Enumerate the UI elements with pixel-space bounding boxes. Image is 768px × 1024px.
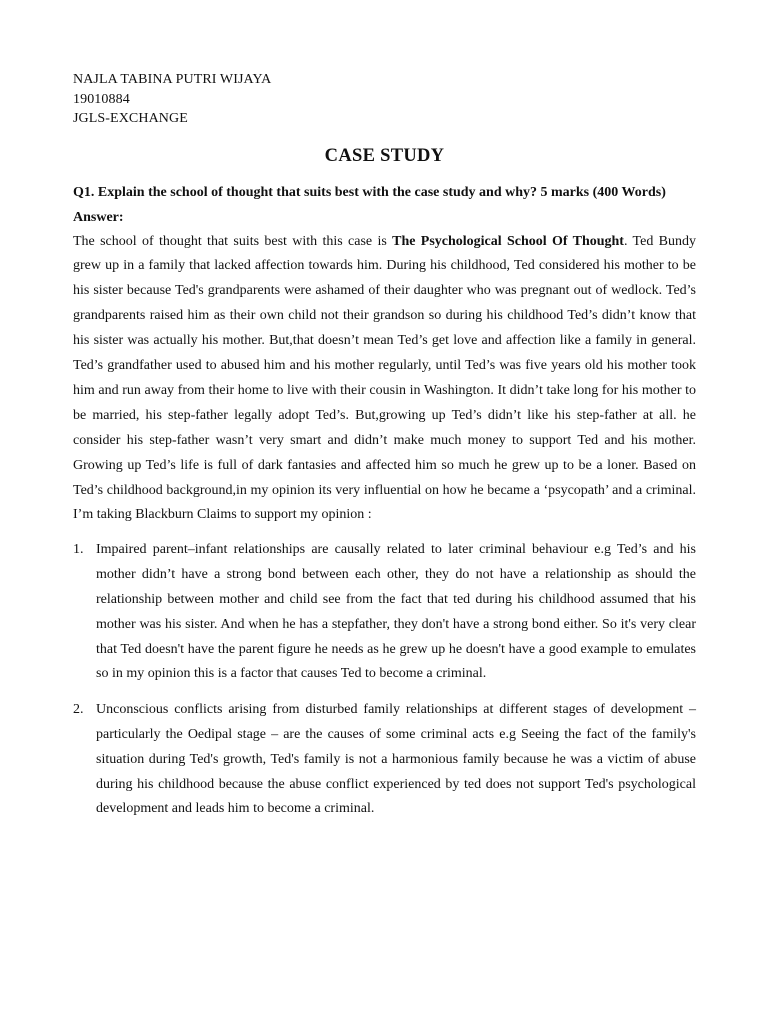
question-text: Q1. Explain the school of thought that suits best with the case study and why? 5 marks (400 Words) — [73, 184, 666, 200]
answer-intro-start: The school of thought that suits best with this case is — [73, 233, 393, 249]
claim-number: 1. — [73, 542, 84, 558]
claim-number: 2. — [73, 702, 84, 718]
claim-text: Unconscious conflicts arising from disturbed family relationships at different stages of development – particularly the Oedipal stage – are the causes of some criminal acts e.g Seeing the fact of the family's situation during Ted's growth, Ted's family is not a harmonious family because he was a victim of abuse during his childhood because the abuse conflict experienced by ted does not support Ted's psychological development and leads him to become a criminal. — [96, 702, 696, 817]
answer-intro-rest: . Ted Bundy grew up in a family that lacked affection towards him. During his childhood, Ted considered his mother to be his sister because Ted's grandparents were ashamed of their daughter who was pregnant out of wedlock. Ted’s grandparents raised him as their own child not their grandson so during his childhood Ted’s didn’t know that his sister was actually his mother. But,that doesn’t mean Ted’s get love and affection like a family in general. Ted’s grandfather used to abused him and his mother regularly, until Ted’s was five years old his mother took him and run away from their home to live with their cousin in Washington. It didn’t take long for his mother to be married, his step-father legally adopt Ted’s. But,growing up Ted’s didn’t like his step-father at all. he consider his step-father wasn’t very smart and didn’t make much money to support Ted and his mother. Growing up Ted’s life is full of dark fantasies and affected him so much he grew up to be a loner. Based on Ted’s childhood background,in my opinion its very influential on how he became a ‘psycopath’ and a criminal. I’m taking Blackburn Claims to support my opinion : — [73, 233, 696, 523]
claims-list — [73, 538, 696, 822]
program-name: JGLS-EXCHANGE — [73, 111, 188, 126]
claim-text: Impaired parent–infant relationships are causally related to later criminal behaviour e.g Ted’s and his mother didn’t have a strong bond between each other, they do not have a relationship as should the relationship between mother and child see from the fact that ted during his childhood assumed that his mother was his sister. And when he has a stepfather, they don't have a strong bond either. So it's very clear that Ted doesn't have the parent figure he needs as he grew up he doesn't have a good example to emulates so in my opinion this is a factor that causes Ted to become a criminal. — [96, 542, 696, 682]
claim-item — [73, 698, 696, 822]
document-title: CASE STUDY — [324, 145, 445, 166]
answer-paragraph — [73, 230, 696, 529]
school-of-thought-emphasis: The Psychological School Of Thought — [392, 233, 624, 249]
student-id: 19010884 — [73, 91, 130, 107]
claim-item — [73, 538, 696, 687]
answer-label: Answer: — [73, 209, 124, 225]
author-name: NAJLA TABINA PUTRI WIJAYA — [73, 72, 272, 87]
